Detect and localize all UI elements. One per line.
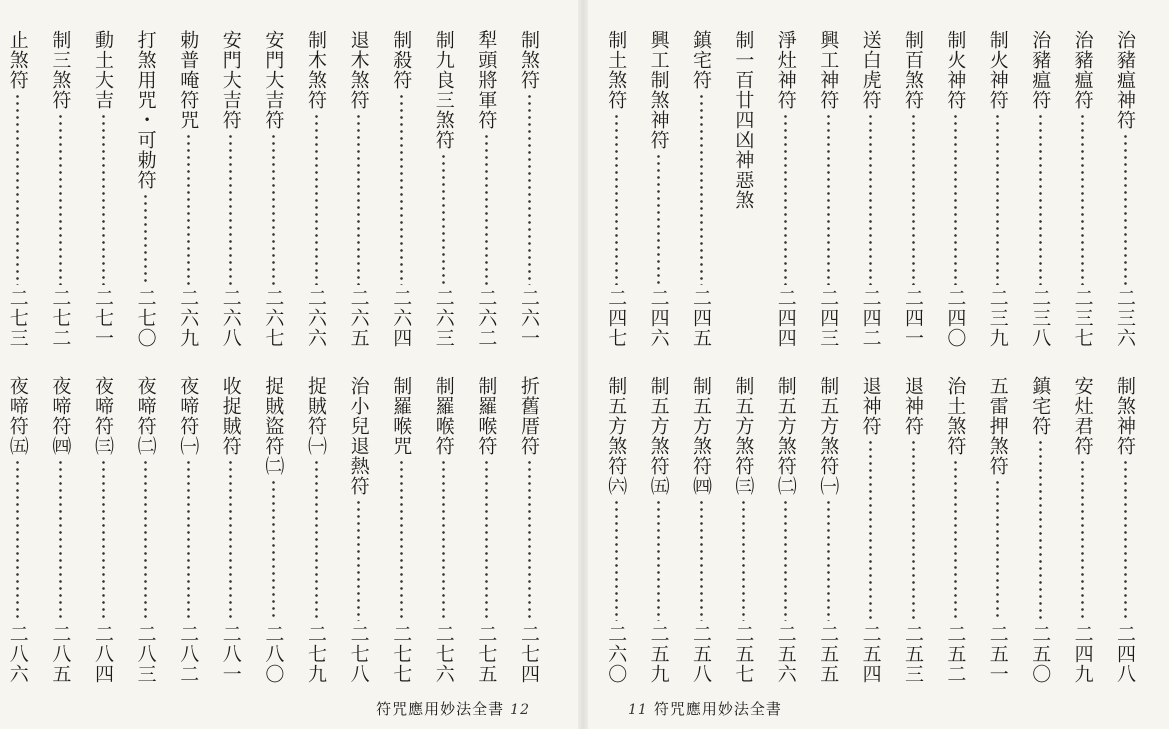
toc-entry-title: 制五方煞符㈠ <box>817 376 840 496</box>
toc-entry <box>473 30 499 348</box>
toc-entry-page: 二七七 <box>390 624 413 684</box>
toc-entry-page: 二七二 <box>49 288 72 348</box>
dot-leader <box>442 153 445 285</box>
toc-entry-page: 二三六 <box>1114 288 1136 348</box>
toc-entry-page: 二五五 <box>817 624 840 684</box>
toc-entry-title: 治小兒退熱符 <box>347 376 370 496</box>
toc-entry-title: 夜啼符㈣ <box>49 376 72 456</box>
toc-entry-title: 鎮宅符 <box>690 30 712 90</box>
toc-entry-title: 興工制煞神符 <box>647 30 670 150</box>
toc-entry-title: 制九良三煞符 <box>432 30 455 150</box>
toc-entry <box>1027 376 1053 684</box>
dot-leader <box>102 459 105 621</box>
dot-leader <box>912 439 915 621</box>
toc-entry <box>431 30 457 348</box>
toc-entry-page: 二三八 <box>1029 288 1052 348</box>
book-title: 符咒應用妙法全書 <box>653 700 782 718</box>
toc-entry-page: 二七五 <box>475 624 498 684</box>
toc-entry <box>985 376 1011 684</box>
toc-entry-page: 二六八 <box>219 288 242 348</box>
toc-entry-title: 制火神符 <box>986 30 1009 110</box>
toc-entry <box>431 376 457 684</box>
toc-entry <box>688 30 714 348</box>
toc-entry <box>260 30 286 348</box>
toc-entry <box>388 30 414 348</box>
toc-entry-title: 制五方煞符㈥ <box>605 376 628 496</box>
dot-leader <box>400 459 403 621</box>
page-number: 12 <box>510 702 530 718</box>
toc-entry-page: 二五〇 <box>1029 624 1052 684</box>
toc-entry <box>815 30 841 348</box>
toc-entry <box>646 376 672 684</box>
toc-entry-title: 安門大吉符 <box>219 30 242 130</box>
dot-leader <box>1124 133 1127 285</box>
toc-entry <box>688 376 714 684</box>
toc-entry-title: 打煞用咒・可勅符 <box>134 30 157 190</box>
toc-entry-page: 二七九 <box>305 624 327 684</box>
toc-entry-page: 二五一 <box>986 624 1009 684</box>
toc-entry <box>900 376 926 684</box>
toc-entry-title: 收捉賊符 <box>219 376 242 456</box>
toc-entry <box>47 30 73 348</box>
toc-entry-title: 夜啼符㈡ <box>134 376 157 456</box>
dot-leader <box>1039 113 1042 285</box>
toc-entry-title: 勅普唵符咒 <box>177 30 200 130</box>
dot-leader <box>1124 459 1127 621</box>
dot-leader <box>996 479 999 621</box>
toc-entry-page: 二四五 <box>690 288 712 348</box>
toc-entry <box>175 376 201 684</box>
toc-entry-page: 二六五 <box>347 288 370 348</box>
toc-entry-title: 制五方煞符㈣ <box>690 376 712 496</box>
toc-entry-title: 制殺符 <box>390 30 413 90</box>
toc-entry-title: 制羅喉咒 <box>390 376 413 456</box>
toc-entry <box>1070 30 1096 348</box>
toc-entry-page: 二七〇 <box>134 288 157 348</box>
left-footer <box>376 698 536 719</box>
toc-entry-page: 二六〇 <box>605 624 628 684</box>
toc-entry-page: 二五九 <box>647 624 670 684</box>
toc-entry-title: 制木煞符 <box>305 30 327 110</box>
toc-entry <box>473 376 499 684</box>
toc-entry-page: 二七三 <box>6 288 29 348</box>
toc-entry-page: 二三九 <box>986 288 1009 348</box>
toc-entry-page: 二六九 <box>177 288 200 348</box>
toc-entry <box>175 30 201 348</box>
toc-entry-page: 二八四 <box>92 624 114 684</box>
dot-leader <box>102 113 105 285</box>
dot-leader <box>400 93 403 285</box>
toc-entry <box>646 30 672 348</box>
dot-leader <box>700 499 703 621</box>
dot-leader <box>615 499 618 621</box>
toc-entry-page: 二四四 <box>774 288 797 348</box>
toc-entry-title: 制五方煞符㈤ <box>647 376 670 496</box>
dot-leader <box>657 153 660 285</box>
toc-entry-page: 二七四 <box>518 624 540 684</box>
toc-entry-page: 二八〇 <box>262 624 285 684</box>
toc-entry <box>942 376 968 684</box>
toc-entry-title: 治豬瘟神符 <box>1114 30 1136 130</box>
toc-entry-page: 二六四 <box>390 288 413 348</box>
dot-leader <box>912 113 915 285</box>
dot-leader <box>16 459 19 621</box>
toc-entry-page: 二三七 <box>1071 288 1094 348</box>
toc-entry <box>900 30 926 348</box>
dot-leader <box>827 113 830 285</box>
dot-leader <box>615 113 618 285</box>
toc-entry <box>218 376 244 684</box>
dot-leader <box>357 499 360 621</box>
toc-entry-title: 制土煞符 <box>605 30 628 110</box>
toc-entry-page: 二四二 <box>859 288 882 348</box>
right-footer <box>622 698 782 719</box>
toc-entry <box>1112 30 1138 348</box>
dot-leader <box>1081 459 1084 621</box>
dot-leader <box>144 193 147 285</box>
dot-leader <box>16 93 19 285</box>
toc-entry <box>5 30 31 348</box>
dot-leader <box>954 459 957 621</box>
toc-entry <box>815 376 841 684</box>
book-gutter <box>578 0 588 729</box>
toc-entry <box>516 30 542 348</box>
dot-leader <box>442 459 445 621</box>
toc-entry-title: 安灶君符 <box>1071 376 1094 456</box>
toc-entry-title: 治土煞符 <box>944 376 967 456</box>
dot-leader <box>742 213 745 345</box>
toc-entry-title: 止煞符 <box>6 30 29 90</box>
toc-entry <box>858 30 884 348</box>
toc-entry-title: 制火神符 <box>944 30 967 110</box>
dot-leader <box>315 459 318 621</box>
toc-entry <box>1112 376 1138 684</box>
toc-entry-page: 二五八 <box>690 624 712 684</box>
dot-leader <box>528 459 531 621</box>
toc-entry-title: 犁頭將軍符 <box>475 30 498 130</box>
toc-entry-title: 制羅喉符 <box>432 376 455 456</box>
toc-entry <box>47 376 73 684</box>
book-title: 符咒應用妙法全書 <box>376 700 505 718</box>
toc-entry <box>1070 376 1096 684</box>
toc-entry-title: 夜啼符㈢ <box>92 376 114 456</box>
toc-entry-page: 二八三 <box>134 624 157 684</box>
toc-entry-page: 二五三 <box>902 624 924 684</box>
dot-leader <box>272 479 275 621</box>
dot-leader <box>954 113 957 285</box>
toc-entry-page: 二四七 <box>605 288 628 348</box>
toc-entry-page: 二六三 <box>432 288 455 348</box>
toc-entry-title: 折舊厝符 <box>518 376 540 456</box>
toc-entry-title: 夜啼符㈤ <box>6 376 29 456</box>
dot-leader <box>657 499 660 621</box>
toc-entry-title: 制五方煞符㈢ <box>732 376 755 496</box>
toc-entry-title: 動土大吉 <box>92 30 114 110</box>
dot-leader <box>59 459 62 621</box>
toc-entry-page: 二四三 <box>817 288 840 348</box>
toc-entry-page: 二四一 <box>902 288 924 348</box>
toc-entry <box>260 376 286 684</box>
toc-entry-title: 制五方煞符㈡ <box>774 376 797 496</box>
toc-entry <box>730 376 756 684</box>
toc-entry-title: 治豬瘟符 <box>1071 30 1094 110</box>
toc-entry-title: 制羅喉符 <box>475 376 498 456</box>
toc-entry-page: 二四八 <box>1114 624 1136 684</box>
toc-entry <box>985 30 1011 348</box>
dot-leader <box>528 93 531 285</box>
toc-entry-page: 二五六 <box>774 624 797 684</box>
dot-leader <box>187 133 190 285</box>
toc-entry <box>133 30 159 348</box>
toc-entry-page: 二六一 <box>518 288 540 348</box>
toc-entry-title: 治豬瘟符 <box>1029 30 1052 110</box>
toc-entry-page: 二六七 <box>262 288 285 348</box>
toc-entry <box>346 30 372 348</box>
toc-entry-title: 制三煞符 <box>49 30 72 110</box>
toc-entry-page: 二七八 <box>347 624 370 684</box>
toc-entry-title: 五雷押煞符 <box>986 376 1009 476</box>
toc-entry-page: 二六二 <box>475 288 498 348</box>
toc-entry-title: 退神符 <box>902 376 924 436</box>
toc-entry-page: 二五七 <box>732 624 755 684</box>
toc-entry <box>90 376 116 684</box>
dot-leader <box>742 499 745 621</box>
dot-leader <box>784 113 787 285</box>
toc-entry <box>90 30 116 348</box>
toc-entry <box>388 376 414 684</box>
dot-leader <box>229 459 232 621</box>
dot-leader <box>485 133 488 285</box>
toc-entry-page: 二七六 <box>432 624 455 684</box>
dot-leader <box>700 93 703 285</box>
toc-entry <box>603 30 629 348</box>
toc-entry-title: 退神符 <box>859 376 882 436</box>
toc-entry <box>942 30 968 348</box>
toc-entry <box>730 30 756 348</box>
dot-leader <box>229 133 232 285</box>
toc-entry-page: 二五二 <box>944 624 967 684</box>
toc-entry-title: 制煞神符 <box>1114 376 1136 456</box>
toc-entry <box>516 376 542 684</box>
dot-leader <box>59 113 62 285</box>
toc-entry-title: 淨灶神符 <box>774 30 797 110</box>
toc-entry-page: 二八一 <box>219 624 242 684</box>
toc-entry <box>858 376 884 684</box>
dot-leader <box>827 499 830 621</box>
toc-entry-title: 興工神符 <box>817 30 840 110</box>
dot-leader <box>187 459 190 621</box>
toc-entry-page: 二四九 <box>1071 624 1094 684</box>
toc-entry-page: 二五四 <box>859 624 882 684</box>
toc-entry <box>603 376 629 684</box>
dot-leader <box>1039 439 1042 621</box>
toc-entry <box>773 376 799 684</box>
toc-entry-title: 退木煞符 <box>347 30 370 110</box>
dot-leader <box>485 459 488 621</box>
toc-entry-title: 安門大吉符 <box>262 30 285 130</box>
dot-leader <box>144 459 147 621</box>
toc-entry-page: 二八二 <box>177 624 200 684</box>
toc-entry-title: 制百煞符 <box>902 30 924 110</box>
toc-entry-page: 二八五 <box>49 624 72 684</box>
toc-entry <box>1027 30 1053 348</box>
toc-entry-title: 制煞符 <box>518 30 540 90</box>
dot-leader <box>315 113 318 285</box>
right-page <box>590 0 1169 729</box>
dot-leader <box>357 113 360 285</box>
left-page <box>0 0 576 729</box>
toc-entry-title: 捉賊盜符㈡ <box>262 376 285 476</box>
toc-entry <box>5 376 31 684</box>
toc-entry-title: 鎮宅符 <box>1029 376 1052 436</box>
dot-leader <box>272 133 275 285</box>
toc-entry-page: 二六六 <box>305 288 327 348</box>
dot-leader <box>869 113 872 285</box>
toc-entry-title: 制一百廿四凶神惡煞 <box>732 30 755 210</box>
toc-entry-title: 捉賊符㈠ <box>305 376 327 456</box>
toc-entry <box>346 376 372 684</box>
toc-entry-title: 送白虎符 <box>859 30 882 110</box>
dot-leader <box>1081 113 1084 285</box>
toc-entry-page: 二七一 <box>92 288 114 348</box>
toc-entry <box>303 376 329 684</box>
dot-leader <box>996 113 999 285</box>
dot-leader <box>784 499 787 621</box>
toc-entry-page: 二四六 <box>647 288 670 348</box>
dot-leader <box>869 439 872 621</box>
toc-entry-title: 夜啼符㈠ <box>177 376 200 456</box>
toc-entry <box>218 30 244 348</box>
toc-entry <box>303 30 329 348</box>
toc-entry-page: 二八六 <box>6 624 29 684</box>
page-number: 11 <box>628 702 648 718</box>
toc-entry-page: 二四〇 <box>944 288 967 348</box>
toc-entry <box>773 30 799 348</box>
toc-entry <box>133 376 159 684</box>
